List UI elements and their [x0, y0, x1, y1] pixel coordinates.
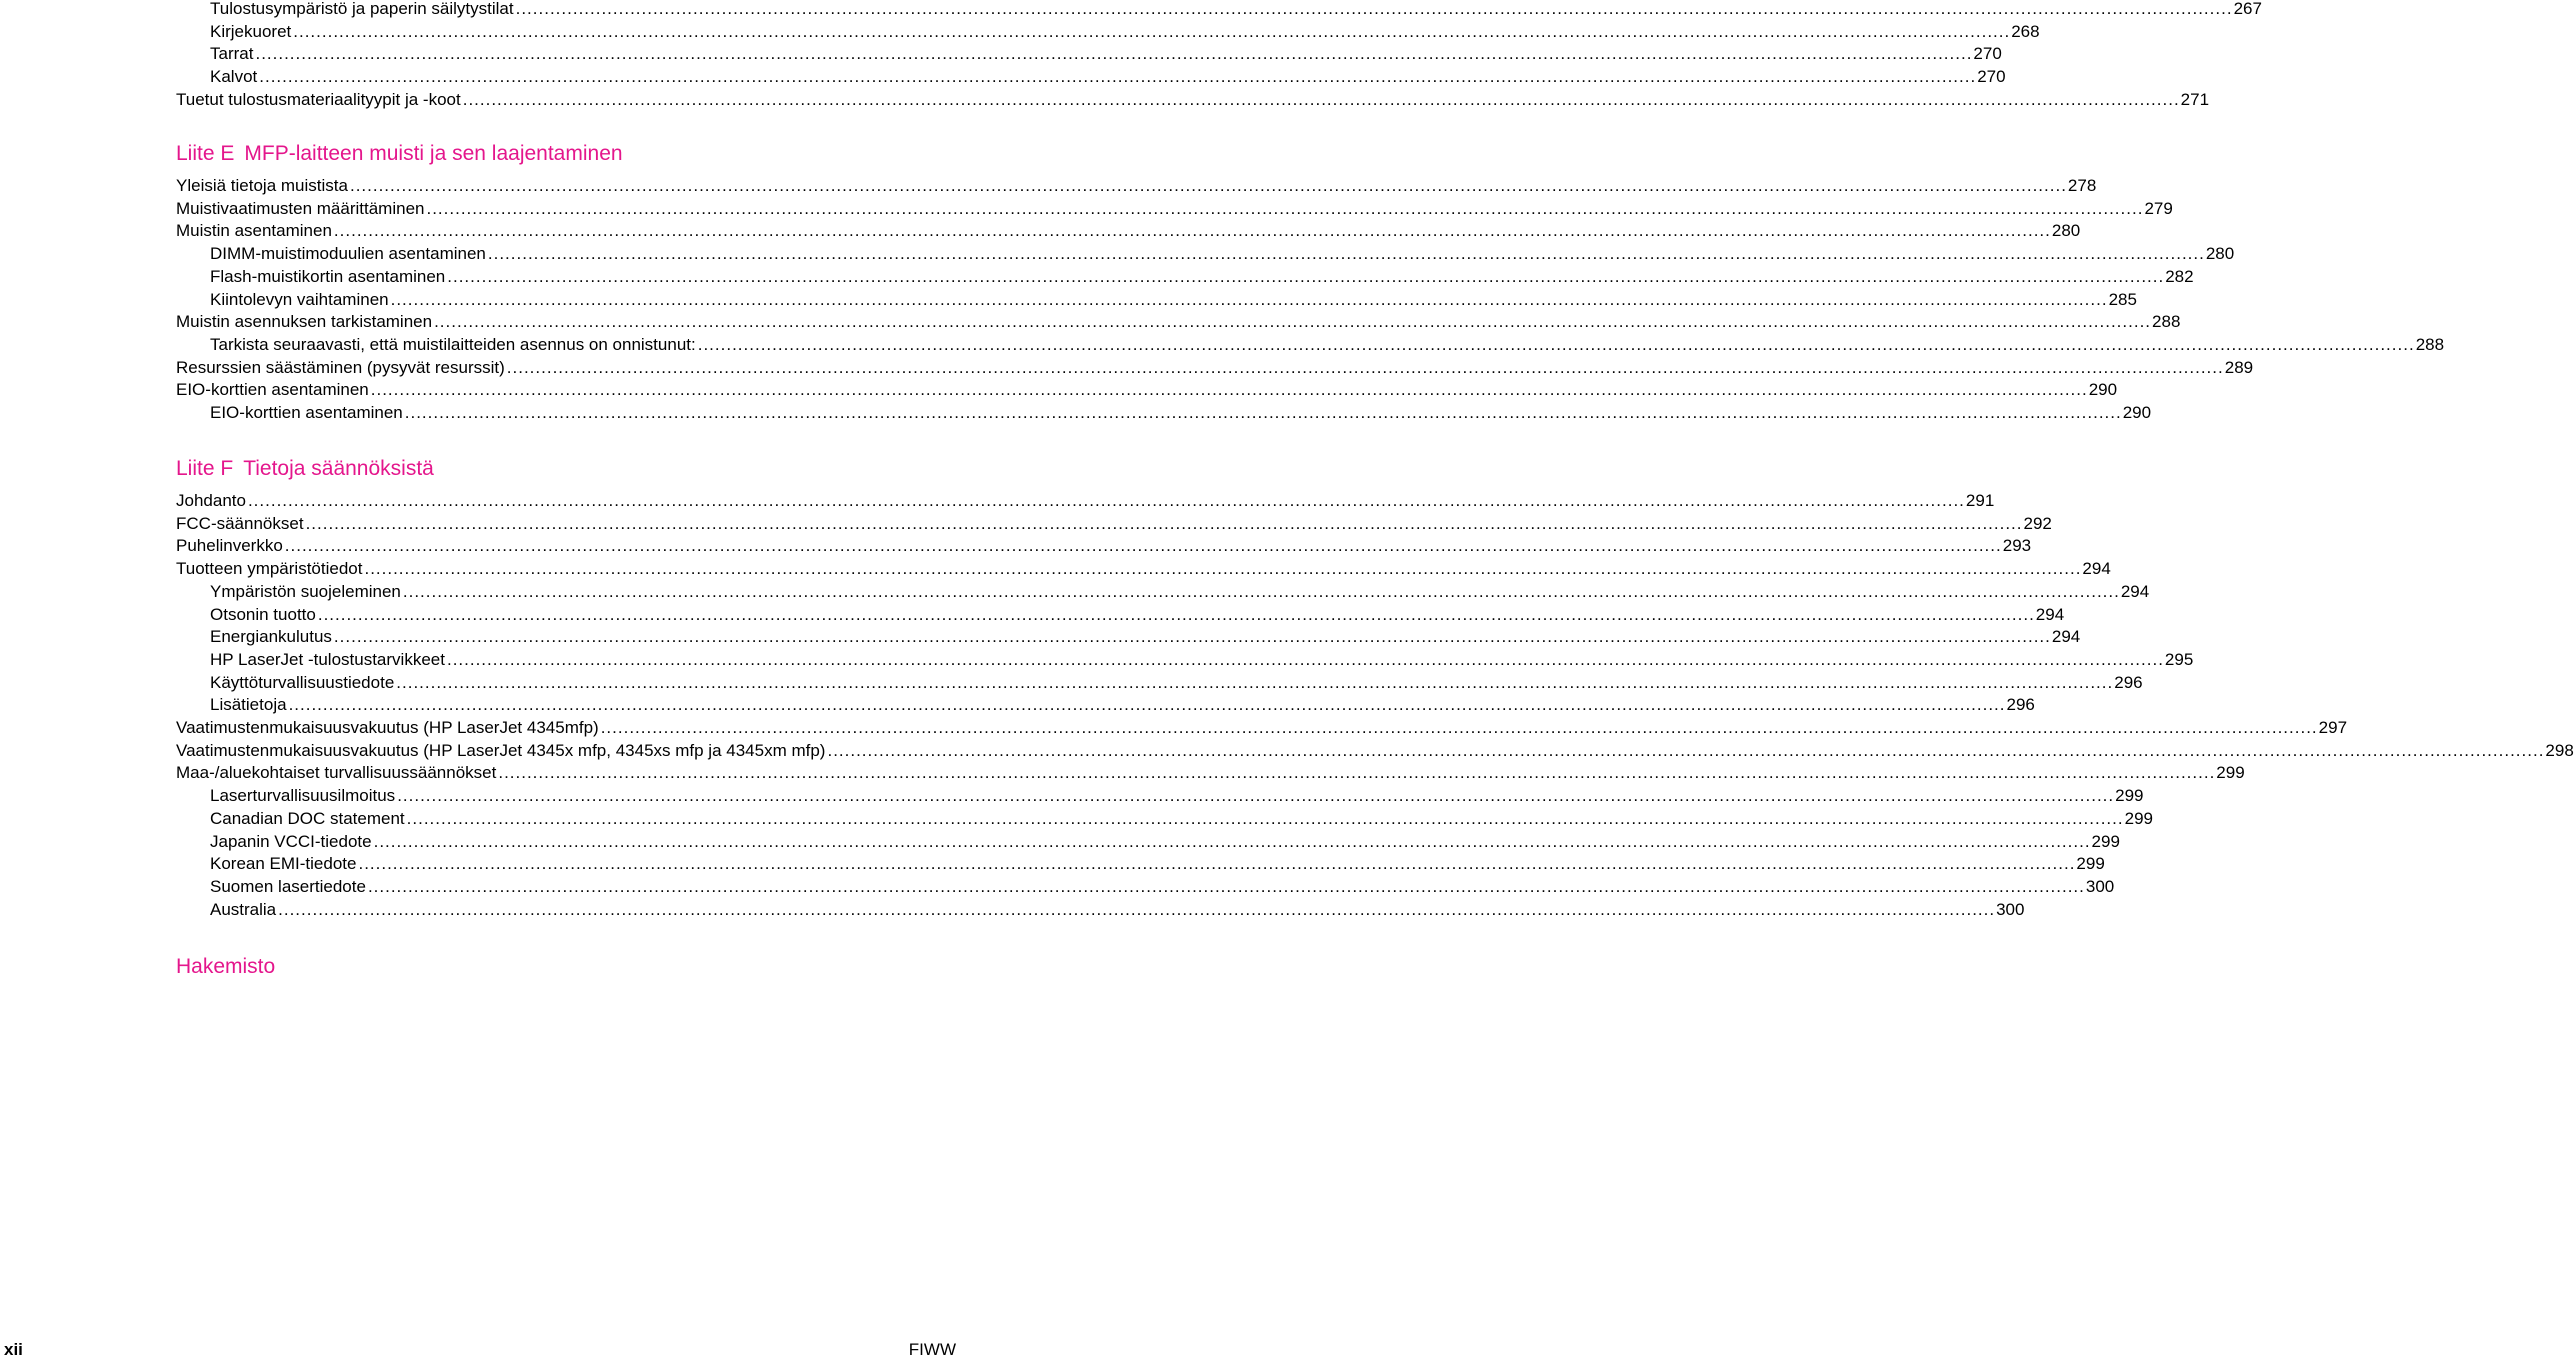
toc-entry-title: Canadian DOC statement: [210, 808, 405, 828]
dot-leader: ............................................................................................................................................................................................................................................................................................................: [349, 176, 2067, 195]
toc-entry-page: 289: [2224, 357, 2254, 377]
toc-entry[interactable]: [0, 88, 2210, 111]
toc-entry-page: 295: [2164, 649, 2194, 669]
dot-leader: ............................................................................................................................................................................................................................................................................................................: [367, 876, 2085, 896]
toc-entry-page: 297: [2318, 718, 2348, 737]
toc-entry-page: 298: [2545, 740, 2574, 760]
section-heading[interactable]: [176, 456, 434, 482]
toc-entry-page: 294: [2120, 581, 2150, 601]
toc-entry[interactable]: [0, 875, 2115, 898]
dot-leader: ............................................................................................................................................................................................................................................................................................................: [600, 718, 2318, 737]
toc-entry-page: 271: [2180, 89, 2210, 109]
section-heading-title: Tietoja säännöksistä: [243, 457, 434, 480]
section-heading[interactable]: [176, 954, 275, 980]
toc-entry-title: Flash-muistikortin asentaminen: [210, 266, 446, 286]
toc-entry-page: 299: [2076, 854, 2105, 874]
toc-entry[interactable]: [0, 784, 2144, 807]
toc-entry-page: 288: [2415, 334, 2445, 354]
toc-entry-title: Korean EMI-tiedote: [210, 854, 357, 874]
page-footer: [0, 1338, 960, 1362]
toc-entry[interactable]: [0, 534, 2032, 557]
toc-entry[interactable]: [0, 625, 2081, 648]
toc-entry-title: Australia: [210, 899, 277, 919]
toc-entry[interactable]: [0, 310, 2181, 333]
toc-entry[interactable]: [0, 580, 2150, 603]
toc-entry-title: Vaatimustenmukaisuusvakuutus (HP LaserJet 4345mfp): [176, 718, 599, 737]
toc-entry-page: 280: [2205, 244, 2235, 264]
toc-entry-title: Suomen lasertiedote: [210, 876, 366, 896]
toc-entry[interactable]: [0, 401, 2152, 424]
section-heading-title: MFP-laitteen muisti ja sen laajentaminen: [244, 142, 623, 165]
dot-leader: ............................................................................................................................................................................................................................................................................................................: [284, 536, 2002, 556]
dot-leader: ............................................................................................................................................................................................................................................................................................................: [247, 491, 1965, 510]
toc-entry-title: Japanin VCCI-tiedote: [210, 831, 372, 851]
toc-entry-title: Puhelinverkko: [176, 536, 283, 556]
toc-entry-page: 299: [2115, 786, 2144, 806]
section-heading-label: Liite E: [176, 142, 235, 165]
toc-entry-title: Ympäristön suojeleminen: [210, 581, 401, 601]
dot-leader: ............................................................................................................................................................................................................................................................................................................: [373, 831, 2091, 851]
dot-leader: ............................................................................................................................................................................................................................................................................................................: [404, 403, 2122, 422]
toc-entry-page: 290: [2122, 403, 2152, 422]
dot-leader: ............................................................................................................................................................................................................................................................................................................: [697, 334, 2415, 354]
toc-entry[interactable]: [0, 557, 2111, 580]
footer-page-number: xii: [4, 1340, 23, 1359]
toc-entry[interactable]: [0, 648, 2194, 671]
dot-leader: ............................................................................................................................................................................................................................................................................................................: [426, 198, 2144, 218]
dot-leader: ............................................................................................................................................................................................................................................................................................................: [305, 513, 2023, 533]
dot-leader: ............................................................................................................................................................................................................................................................................................................: [288, 695, 2006, 715]
toc-entry-page: 299: [2216, 763, 2245, 783]
dot-leader: ............................................................................................................................................................................................................................................................................................................: [498, 763, 2216, 783]
dot-leader: ............................................................................................................................................................................................................................................................................................................: [446, 649, 2164, 669]
toc-entry[interactable]: [0, 603, 2065, 626]
dot-leader: ............................................................................................................................................................................................................................................................................................................: [402, 581, 2120, 601]
toc-entry-title: Lisätietoja: [210, 695, 287, 715]
toc-entry-title: Laserturvallisuusilmoitus: [210, 786, 396, 806]
toc-entry[interactable]: [0, 242, 2235, 265]
dot-leader: ............................................................................................................................................................................................................................................................................................................: [462, 89, 2180, 109]
toc-entry[interactable]: [0, 333, 2445, 356]
toc-entry-page: 268: [2011, 21, 2040, 41]
toc-entry-page: 291: [1965, 491, 1995, 510]
toc-entry-page: 294: [2051, 627, 2081, 647]
toc-entry-title: EIO-korttien asentaminen: [210, 403, 403, 422]
toc-entry-page: 296: [2114, 672, 2143, 692]
toc-entry-title: Otsonin tuotto: [210, 604, 316, 624]
section-heading[interactable]: [176, 141, 623, 167]
toc-entry-page: 288: [2152, 312, 2181, 332]
toc-entry-title: HP LaserJet -tulostustarvikkeet: [210, 649, 445, 669]
dot-leader: ............................................................................................................................................................................................................................................................................................................: [406, 808, 2124, 828]
toc-entry-title: Tarkista seuraavasti, että muistilaitteiden asennus on onnistunut:: [210, 334, 696, 354]
toc-entry[interactable]: [0, 0, 2262, 20]
toc-entry-title: FCC-säännökset: [176, 513, 304, 533]
toc-entry[interactable]: [0, 20, 2040, 43]
toc-entry-title: Kiintolevyn vaihtaminen: [210, 289, 389, 309]
toc-entry[interactable]: [0, 265, 2194, 288]
dot-leader: ............................................................................................................................................................................................................................................................................................................: [259, 67, 1977, 87]
dot-leader: ............................................................................................................................................................................................................................................................................................................: [397, 786, 2115, 806]
toc-entry-title: EIO-korttien asentaminen: [176, 380, 369, 400]
toc-entry-page: 292: [2023, 513, 2052, 533]
toc-entry[interactable]: [0, 852, 2105, 875]
section-heading-title: Hakemisto: [176, 955, 276, 978]
toc-entry[interactable]: [0, 378, 2118, 401]
toc-entry-title: Yleisiä tietoja muistista: [176, 176, 348, 195]
toc-entry[interactable]: [0, 807, 2153, 830]
toc-entry[interactable]: [0, 489, 1995, 512]
dot-leader: ............................................................................................................................................................................................................................................................................................................: [434, 312, 2152, 332]
toc-entry[interactable]: [0, 761, 2245, 784]
toc-entry-page: 294: [2035, 604, 2065, 624]
footer-brand: FIWW: [908, 1340, 956, 1359]
dot-leader: ............................................................................................................................................................................................................................................................................................................: [515, 0, 2233, 18]
section-heading-label: Liite F: [176, 457, 234, 480]
dot-leader: ............................................................................................................................................................................................................................................................................................................: [390, 289, 2108, 309]
toc-entry[interactable]: [0, 219, 2081, 242]
toc-entry[interactable]: [0, 197, 2173, 220]
toc-entry-title: DIMM-muistimoduulien asentaminen: [210, 244, 486, 264]
toc-entry-page: 300: [1996, 899, 2025, 919]
toc-entry-title: Muistin asentaminen: [176, 221, 332, 241]
toc-entry[interactable]: [0, 512, 2052, 535]
dot-leader: ............................................................................................................................................................................................................................................................................................................: [293, 21, 2011, 41]
toc-entry-title: Tulostusympäristö ja paperin säilytystilat: [210, 0, 514, 18]
toc-entry[interactable]: [0, 65, 2006, 88]
toc-entry-page: 300: [2085, 876, 2115, 896]
toc-entry[interactable]: [0, 356, 2254, 379]
toc-entry-title: Maa-/aluekohtaiset turvallisuussäännökset: [176, 763, 497, 783]
toc-entry-title: Tuotteen ympäristötiedot: [176, 559, 363, 579]
toc-entry-page: 282: [2165, 266, 2194, 286]
toc-entry-page: 296: [2006, 695, 2035, 715]
dot-leader: ............................................................................................................................................................................................................................................................................................................: [506, 357, 2224, 377]
toc-entry-page: 270: [1977, 67, 2006, 87]
toc-entry-title: Kalvot: [210, 67, 258, 87]
dot-leader: ............................................................................................................................................................................................................................................................................................................: [333, 627, 2051, 647]
toc-entry[interactable]: [0, 174, 2097, 197]
toc-entry-title: Muistin asennuksen tarkistaminen: [176, 312, 433, 332]
toc-entry-page: 270: [1973, 44, 2002, 64]
dot-leader: ............................................................................................................................................................................................................................................................................................................: [358, 854, 2076, 874]
toc-entry-title: Tarrat: [210, 44, 254, 64]
toc-entry-page: 290: [2088, 380, 2118, 400]
toc-entry[interactable]: [0, 898, 2025, 921]
dot-leader: ............................................................................................................................................................................................................................................................................................................: [278, 899, 1996, 919]
toc-entry-page: 278: [2067, 176, 2097, 195]
toc-entry-page: 279: [2144, 198, 2173, 218]
dot-leader: ............................................................................................................................................................................................................................................................................................................: [255, 44, 1973, 64]
toc-entry[interactable]: [0, 830, 2120, 853]
toc-entry-title: Tuetut tulostusmateriaalityypit ja -koot: [176, 89, 461, 109]
toc-entry-page: 280: [2051, 221, 2081, 241]
toc-entry-page: 267: [2233, 0, 2262, 18]
toc-entry-page: 299: [2124, 808, 2153, 828]
dot-leader: ............................................................................................................................................................................................................................................................................................................: [370, 380, 2088, 400]
toc-entry[interactable]: [0, 716, 2348, 739]
toc-entry-title: Käyttöturvallisuustiedote: [210, 672, 395, 692]
dot-leader: ............................................................................................................................................................................................................................................................................................................: [396, 672, 2114, 692]
toc-entry-title: Johdanto: [176, 491, 246, 510]
dot-leader: ............................................................................................................................................................................................................................................................................................................: [487, 244, 2205, 264]
toc-entry[interactable]: [0, 42, 2002, 65]
toc-entry-page: 294: [2082, 559, 2111, 579]
dot-leader: ............................................................................................................................................................................................................................................................................................................: [827, 740, 2545, 760]
toc-entry-page: 299: [2091, 831, 2120, 851]
dot-leader: ............................................................................................................................................................................................................................................................................................................: [317, 604, 2035, 624]
toc-entry-page: 293: [2002, 536, 2032, 556]
dot-leader: ............................................................................................................................................................................................................................................................................................................: [333, 221, 2051, 241]
dot-leader: ............................................................................................................................................................................................................................................................................................................: [447, 266, 2165, 286]
toc-entry[interactable]: [0, 671, 2143, 694]
toc-entry[interactable]: [0, 288, 2137, 311]
toc-entry-title: Resurssien säästäminen (pysyvät resurssit): [176, 357, 505, 377]
toc-entry-page: 285: [2108, 289, 2137, 309]
toc-entry[interactable]: [0, 739, 2574, 762]
dot-leader: ............................................................................................................................................................................................................................................................................................................: [364, 559, 2082, 579]
toc-entry[interactable]: [0, 693, 2035, 716]
toc-entry-title: Kirjekuoret: [210, 21, 292, 41]
toc-entry-title: Vaatimustenmukaisuusvakuutus (HP LaserJet 4345x mfp, 4345xs mfp ja 4345xm mfp): [176, 740, 826, 760]
toc-entry-title: Muistivaatimusten määrittäminen: [176, 198, 425, 218]
toc-entry-title: Energiankulutus: [210, 627, 332, 647]
